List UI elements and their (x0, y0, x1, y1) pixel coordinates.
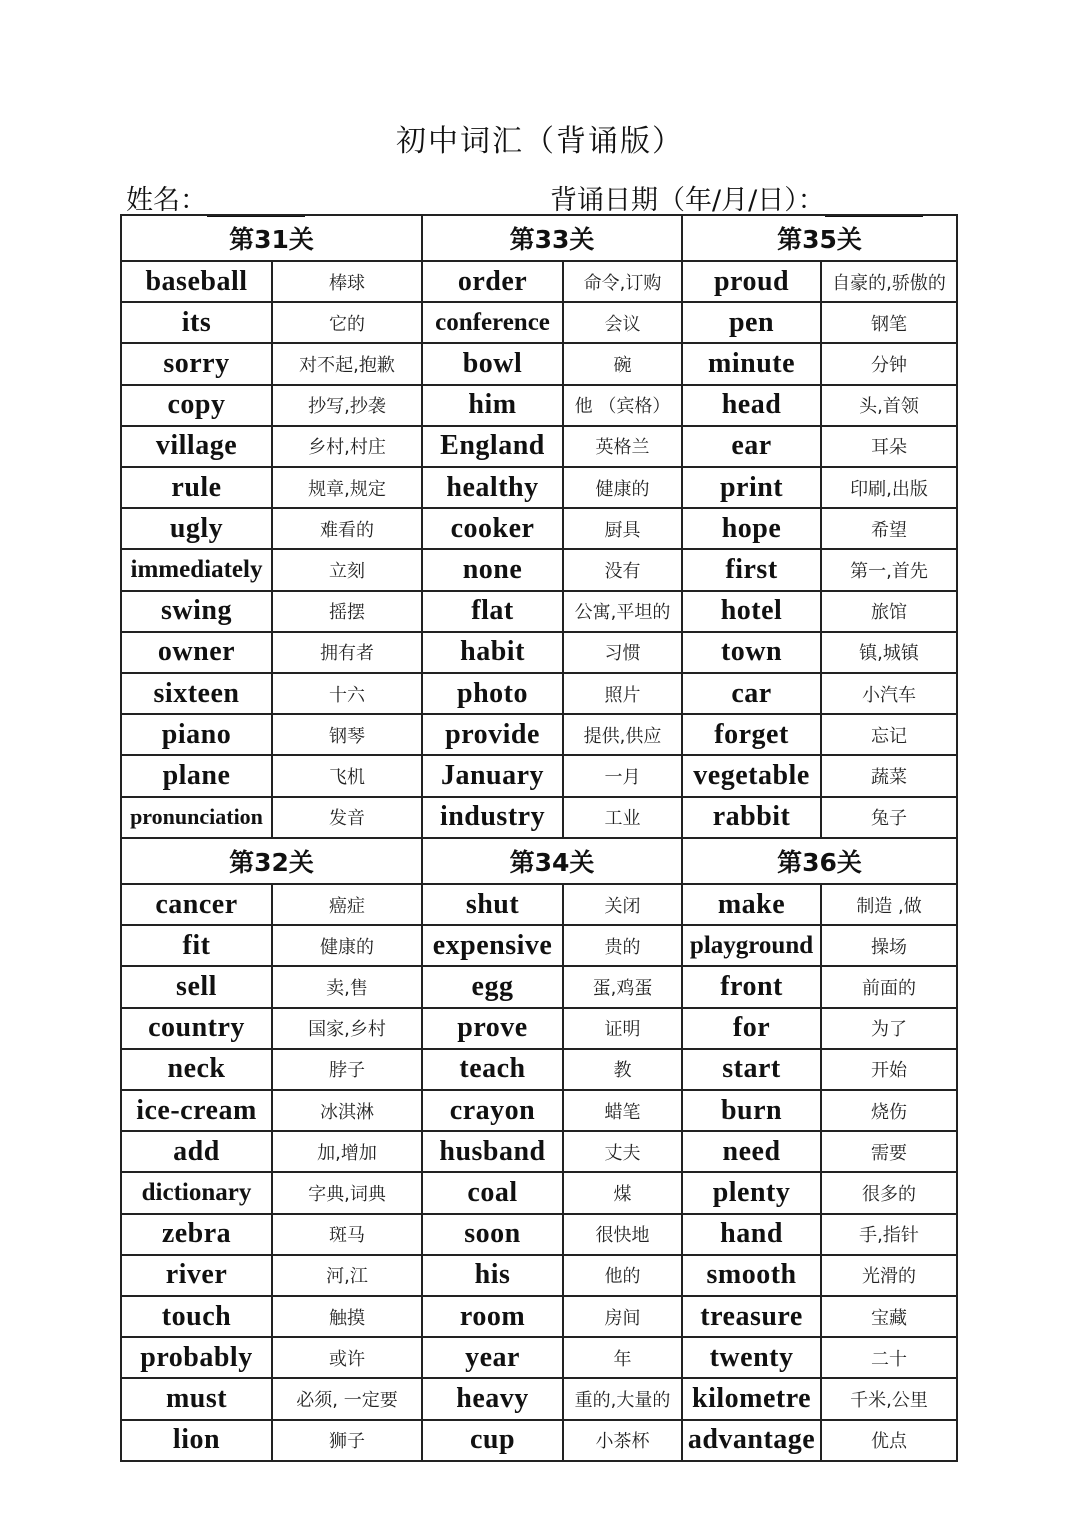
chinese-meaning: 优点 (821, 1420, 957, 1461)
chinese-meaning: 命令,订购 (563, 261, 682, 302)
table-row (121, 1296, 957, 1337)
vocabulary-table (120, 214, 958, 1462)
english-word: shut (422, 884, 563, 925)
english-word: swing (121, 591, 272, 632)
table-row (121, 1337, 957, 1378)
chinese-meaning: 重的,大量的 (563, 1378, 682, 1419)
chinese-meaning: 工业 (563, 797, 682, 838)
english-word: its (121, 302, 272, 343)
english-word: sorry (121, 343, 272, 384)
english-word: pen (682, 302, 821, 343)
english-word: burn (682, 1090, 821, 1131)
chinese-meaning: 它的 (272, 302, 422, 343)
english-word: cup (422, 1420, 563, 1461)
chinese-meaning: 印刷,出版 (821, 467, 957, 508)
chinese-meaning: 需要 (821, 1131, 957, 1172)
chinese-meaning: 会议 (563, 302, 682, 343)
english-word: teach (422, 1049, 563, 1090)
chinese-meaning: 光滑的 (821, 1255, 957, 1296)
english-word: probably (121, 1337, 272, 1378)
chinese-meaning: 一月 (563, 755, 682, 796)
chinese-meaning: 河,江 (272, 1255, 422, 1296)
chinese-meaning: 蜡笔 (563, 1090, 682, 1131)
chinese-meaning: 耳朵 (821, 426, 957, 467)
english-word: zebra (121, 1214, 272, 1255)
english-word: playground (682, 925, 821, 966)
english-word: first (682, 549, 821, 590)
level-header: 第33关 (422, 215, 682, 261)
chinese-meaning: 斑马 (272, 1214, 422, 1255)
chinese-meaning: 碗 (563, 343, 682, 384)
english-word: copy (121, 385, 272, 426)
chinese-meaning: 没有 (563, 549, 682, 590)
chinese-meaning: 分钟 (821, 343, 957, 384)
chinese-meaning: 很多的 (821, 1172, 957, 1213)
name-field (126, 178, 305, 217)
chinese-meaning: 二十 (821, 1337, 957, 1378)
english-word: rule (121, 467, 272, 508)
section-header-row (121, 838, 957, 884)
chinese-meaning: 厨具 (563, 508, 682, 549)
level-header: 第35关 (682, 215, 957, 261)
english-word: January (422, 755, 563, 796)
english-word: his (422, 1255, 563, 1296)
chinese-meaning: 健康的 (272, 925, 422, 966)
chinese-meaning: 习惯 (563, 632, 682, 673)
table-row (121, 925, 957, 966)
chinese-meaning: 烧伤 (821, 1090, 957, 1131)
english-word: kilometre (682, 1378, 821, 1419)
table-row (121, 467, 957, 508)
chinese-meaning: 为了 (821, 1008, 957, 1049)
chinese-meaning: 立刻 (272, 549, 422, 590)
english-word: prove (422, 1008, 563, 1049)
level-header: 第31关 (121, 215, 422, 261)
chinese-meaning: 对不起,抱歉 (272, 343, 422, 384)
english-word: healthy (422, 467, 563, 508)
chinese-meaning: 棒球 (272, 261, 422, 302)
chinese-meaning: 房间 (563, 1296, 682, 1337)
chinese-meaning: 丈夫 (563, 1131, 682, 1172)
table-row (121, 1131, 957, 1172)
chinese-meaning: 小茶杯 (563, 1420, 682, 1461)
page-title: 初中词汇（背诵版） (396, 124, 684, 159)
name-blank (207, 185, 305, 217)
chinese-meaning: 很快地 (563, 1214, 682, 1255)
chinese-meaning: 摇摆 (272, 591, 422, 632)
english-word: village (121, 426, 272, 467)
english-word: head (682, 385, 821, 426)
chinese-meaning: 照片 (563, 673, 682, 714)
english-word: forget (682, 714, 821, 755)
table-row (121, 1420, 957, 1461)
table-row (121, 966, 957, 1007)
english-word: conference (422, 302, 563, 343)
english-word: fit (121, 925, 272, 966)
table-row (121, 302, 957, 343)
english-word: provide (422, 714, 563, 755)
date-field (550, 178, 923, 217)
chinese-meaning: 小汽车 (821, 673, 957, 714)
chinese-meaning: 抄写,抄袭 (272, 385, 422, 426)
english-word: start (682, 1049, 821, 1090)
english-word: ear (682, 426, 821, 467)
english-word: photo (422, 673, 563, 714)
english-word: dictionary (121, 1172, 272, 1213)
table-row (121, 508, 957, 549)
english-word: minute (682, 343, 821, 384)
table-row (121, 673, 957, 714)
chinese-meaning: 证明 (563, 1008, 682, 1049)
english-word: advantage (682, 1420, 821, 1461)
english-word: plenty (682, 1172, 821, 1213)
english-word: room (422, 1296, 563, 1337)
chinese-meaning: 国家,乡村 (272, 1008, 422, 1049)
table-row (121, 426, 957, 467)
chinese-meaning: 规章,规定 (272, 467, 422, 508)
english-word: baseball (121, 261, 272, 302)
chinese-meaning: 他的 (563, 1255, 682, 1296)
chinese-meaning: 第一,首先 (821, 549, 957, 590)
table-row (121, 343, 957, 384)
level-header: 第32关 (121, 838, 422, 884)
chinese-meaning: 癌症 (272, 884, 422, 925)
english-word: flat (422, 591, 563, 632)
english-word: coal (422, 1172, 563, 1213)
english-word: crayon (422, 1090, 563, 1131)
english-word: sell (121, 966, 272, 1007)
english-word: cancer (121, 884, 272, 925)
chinese-meaning: 兔子 (821, 797, 957, 838)
chinese-meaning: 前面的 (821, 966, 957, 1007)
chinese-meaning: 希望 (821, 508, 957, 549)
chinese-meaning: 健康的 (563, 467, 682, 508)
chinese-meaning: 英格兰 (563, 426, 682, 467)
english-word: must (121, 1378, 272, 1419)
chinese-meaning: 手,指针 (821, 1214, 957, 1255)
chinese-meaning: 乡村,村庄 (272, 426, 422, 467)
table-row (121, 755, 957, 796)
chinese-meaning: 制造 ,做 (821, 884, 957, 925)
english-word: vegetable (682, 755, 821, 796)
table-row (121, 385, 957, 426)
english-word: cooker (422, 508, 563, 549)
table-row (121, 591, 957, 632)
english-word: neck (121, 1049, 272, 1090)
english-word: twenty (682, 1337, 821, 1378)
english-word: hand (682, 1214, 821, 1255)
english-word: owner (121, 632, 272, 673)
english-word: car (682, 673, 821, 714)
chinese-meaning: 贵的 (563, 925, 682, 966)
english-word: heavy (422, 1378, 563, 1419)
table-row (121, 1008, 957, 1049)
chinese-meaning: 难看的 (272, 508, 422, 549)
name-label: 姓名： (126, 185, 207, 216)
table-row (121, 1255, 957, 1296)
chinese-meaning: 卖,售 (272, 966, 422, 1007)
table-row (121, 714, 957, 755)
chinese-meaning: 飞机 (272, 755, 422, 796)
english-word: treasure (682, 1296, 821, 1337)
english-word: habit (422, 632, 563, 673)
english-word: print (682, 467, 821, 508)
table-row (121, 632, 957, 673)
english-word: sixteen (121, 673, 272, 714)
chinese-meaning: 拥有者 (272, 632, 422, 673)
chinese-meaning: 操场 (821, 925, 957, 966)
table-row (121, 1049, 957, 1090)
english-word: river (121, 1255, 272, 1296)
english-word: expensive (422, 925, 563, 966)
chinese-meaning: 加,增加 (272, 1131, 422, 1172)
level-header: 第34关 (422, 838, 682, 884)
chinese-meaning: 钢笔 (821, 302, 957, 343)
chinese-meaning: 十六 (272, 673, 422, 714)
table-row (121, 549, 957, 590)
english-word: immediately (121, 549, 272, 590)
chinese-meaning: 开始 (821, 1049, 957, 1090)
chinese-meaning: 蛋,鸡蛋 (563, 966, 682, 1007)
chinese-meaning: 镇,城镇 (821, 632, 957, 673)
chinese-meaning: 触摸 (272, 1296, 422, 1337)
english-word: bowl (422, 343, 563, 384)
english-word: order (422, 261, 563, 302)
chinese-meaning: 宝藏 (821, 1296, 957, 1337)
chinese-meaning: 发音 (272, 797, 422, 838)
chinese-meaning: 脖子 (272, 1049, 422, 1090)
date-blank (825, 185, 923, 217)
english-word: egg (422, 966, 563, 1007)
english-word: him (422, 385, 563, 426)
chinese-meaning: 旅馆 (821, 591, 957, 632)
english-word: smooth (682, 1255, 821, 1296)
chinese-meaning: 冰淇淋 (272, 1090, 422, 1131)
chinese-meaning: 钢琴 (272, 714, 422, 755)
english-word: for (682, 1008, 821, 1049)
english-word: year (422, 1337, 563, 1378)
english-word: soon (422, 1214, 563, 1255)
level-header: 第36关 (682, 838, 957, 884)
english-word: industry (422, 797, 563, 838)
english-word: pronunciation (121, 797, 272, 838)
english-word: proud (682, 261, 821, 302)
chinese-meaning: 必须, 一定要 (272, 1378, 422, 1419)
chinese-meaning: 或许 (272, 1337, 422, 1378)
table-row (121, 261, 957, 302)
chinese-meaning: 煤 (563, 1172, 682, 1213)
english-word: hope (682, 508, 821, 549)
english-word: make (682, 884, 821, 925)
table-row (121, 1214, 957, 1255)
english-word: piano (121, 714, 272, 755)
chinese-meaning: 公寓,平坦的 (563, 591, 682, 632)
english-word: ugly (121, 508, 272, 549)
english-word: lion (121, 1420, 272, 1461)
table-row (121, 797, 957, 838)
table-row (121, 884, 957, 925)
chinese-meaning: 头,首领 (821, 385, 957, 426)
date-label: 背诵日期（年/月/日）： (550, 185, 825, 216)
english-word: add (121, 1131, 272, 1172)
table-row (121, 1378, 957, 1419)
chinese-meaning: 他 （宾格） (563, 385, 682, 426)
chinese-meaning: 教 (563, 1049, 682, 1090)
chinese-meaning: 千米,公里 (821, 1378, 957, 1419)
english-word: hotel (682, 591, 821, 632)
chinese-meaning: 关闭 (563, 884, 682, 925)
english-word: ice-cream (121, 1090, 272, 1131)
chinese-meaning: 蔬菜 (821, 755, 957, 796)
english-word: plane (121, 755, 272, 796)
chinese-meaning: 忘记 (821, 714, 957, 755)
chinese-meaning: 字典,词典 (272, 1172, 422, 1213)
chinese-meaning: 年 (563, 1337, 682, 1378)
english-word: need (682, 1131, 821, 1172)
english-word: none (422, 549, 563, 590)
english-word: England (422, 426, 563, 467)
table-row (121, 1090, 957, 1131)
chinese-meaning: 狮子 (272, 1420, 422, 1461)
chinese-meaning: 提供,供应 (563, 714, 682, 755)
english-word: front (682, 966, 821, 1007)
english-word: touch (121, 1296, 272, 1337)
section-header-row (121, 215, 957, 261)
chinese-meaning: 自豪的,骄傲的 (821, 261, 957, 302)
english-word: country (121, 1008, 272, 1049)
table-row (121, 1172, 957, 1213)
english-word: town (682, 632, 821, 673)
english-word: husband (422, 1131, 563, 1172)
english-word: rabbit (682, 797, 821, 838)
